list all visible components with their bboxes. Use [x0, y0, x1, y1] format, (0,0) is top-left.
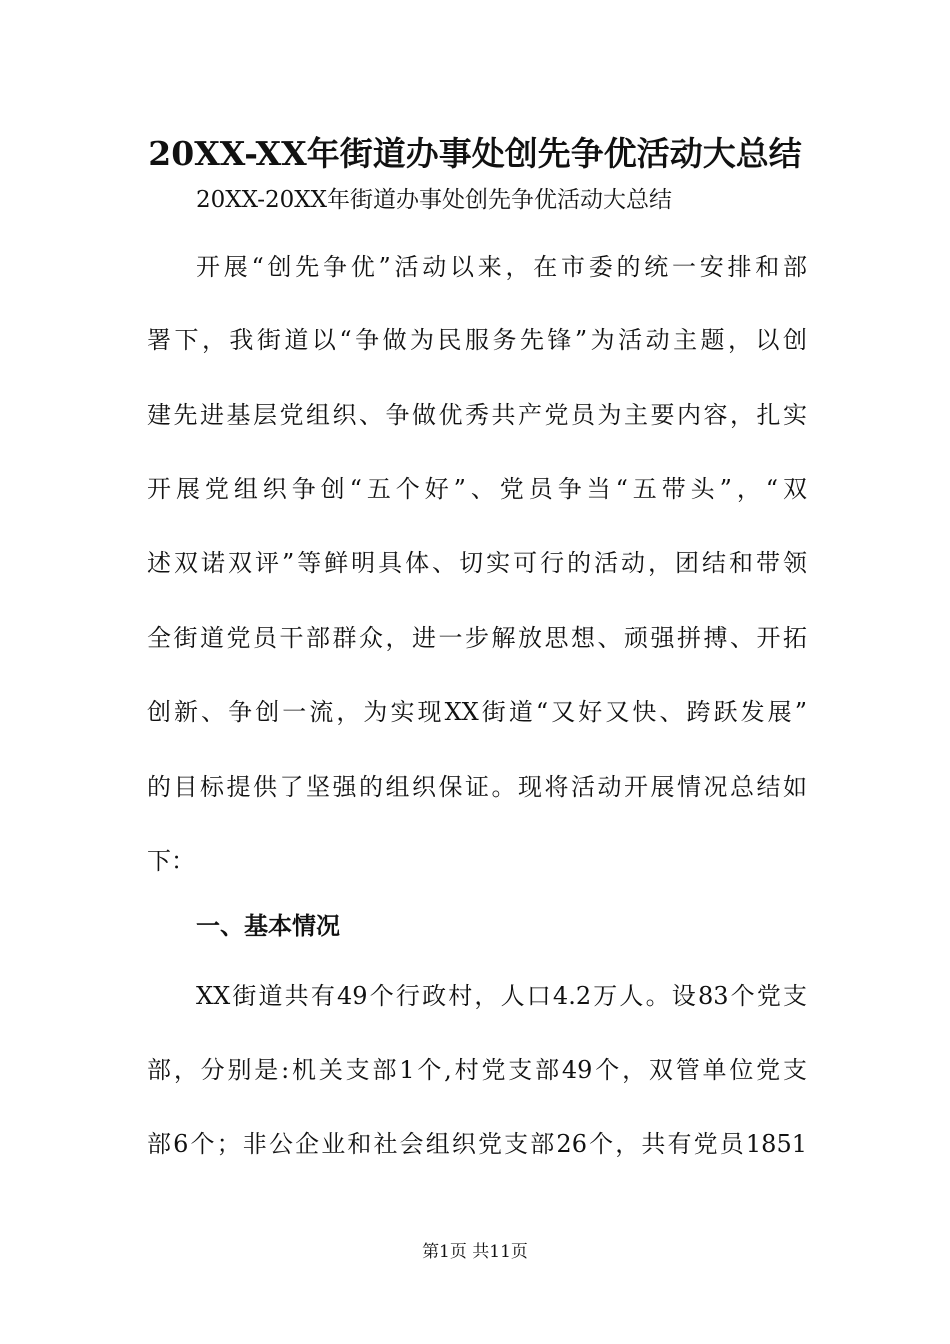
paragraph-line: 全街道党员干部群众，进一步解放思想、顽强拼搏、开拓 [147, 624, 807, 652]
document-title: 20XX-XX年街道办事处创先争优活动大总结 [148, 134, 802, 173]
paragraph-line: 开展党组织争创“五个好”、党员争当“五带头”，“双 [147, 475, 807, 503]
document-subtitle: 20XX-20XX年街道办事处创先争优活动大总结 [196, 187, 672, 213]
paragraph-line: 创新、争创一流，为实现XX街道“又好又快、跨跃发展” [147, 698, 807, 726]
paragraph-line: 建先进基层党组织、争做优秀共产党员为主要内容，扎实 [147, 401, 807, 429]
section-heading: 一、基本情况 [196, 911, 340, 940]
paragraph-line: XX街道共有49个行政村，人口4.2万人。设83个党支 [196, 982, 807, 1010]
paragraph-line: 下： [147, 847, 195, 875]
paragraph-line: 署下，我街道以“争做为民服务先锋”为活动主题，以创 [147, 326, 807, 354]
paragraph-line: 述双诺双评”等鲜明具体、切实可行的活动，团结和带领 [147, 549, 807, 577]
paragraph-line: 部，分别是:机关支部1个,村党支部49个，双管单位党支 [147, 1056, 807, 1084]
page-number-footer: 第1页 共11页 [422, 1242, 528, 1262]
paragraph-line: 部6个；非公企业和社会组织党支部26个，共有党员1851 [147, 1130, 807, 1158]
paragraph-line: 开展“创先争优”活动以来，在市委的统一安排和部 [196, 253, 807, 281]
paragraph-line: 的目标提供了坚强的组织保证。现将活动开展情况总结如 [147, 773, 807, 801]
